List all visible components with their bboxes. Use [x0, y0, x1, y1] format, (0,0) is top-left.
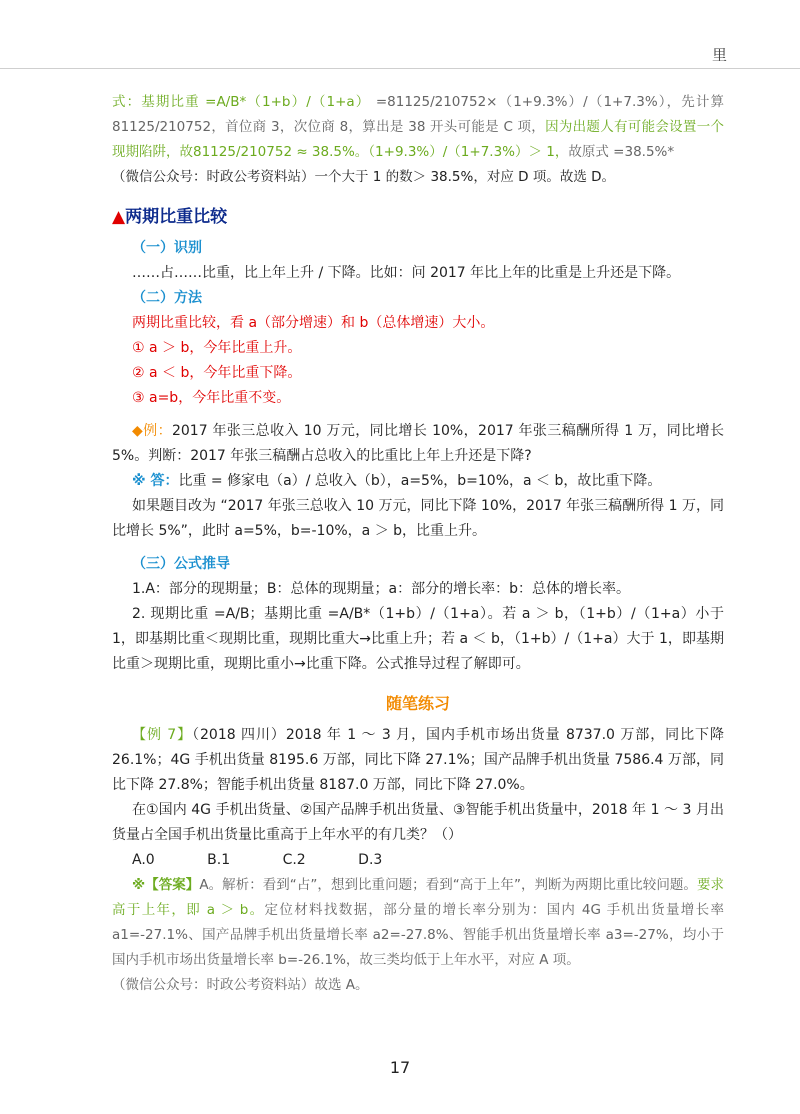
- page-header: [0, 0, 800, 69]
- subheading-formula: （三）公式推导: [132, 556, 230, 572]
- solution-result: 故原式 =38.5%*: [568, 144, 675, 160]
- method-line: ② a ＜ b，今年比重下降。: [132, 365, 302, 381]
- solution-trap-note: 因为出题人有可能会设置一个现期陷阱，故: [112, 119, 725, 160]
- formula-definitions: 1.A：部分的现期量；B：总体的现期量；a：部分的增长率：b：总体的增长率。: [132, 581, 631, 597]
- answer-label: ※ 答：: [132, 473, 179, 489]
- modified-example: 如果题目改为 “2017 年张三总收入 10 万元，同比下降 10%，2017 年张三稿酬所得 1 万，同比增长 5%”，此时 a=5%，b=-10%，a ＞ b，比重上升。: [112, 498, 724, 539]
- example-label: ◆例：: [132, 423, 172, 439]
- practice-answer-detail: 定位材料找数据，部分量的增长率分别为：国内 4G 手机出货量增长率 a1=-27.1%、国产品牌手机出货量增长率 a2=-27.8%、智能手机出货量增长率 a3=-27%，均小于国内手机市场出货量增长率 b=-26.1%，故三类均低于上年水平，对应 A 项。: [112, 902, 724, 968]
- practice-example-text: （2018 四川）2018 年 1 ～ 3 月，国内手机市场出货量 8737.0 万部，同比下降 26.1%；4G 手机出货量 8195.6 万部，同比下降 27.1%；国产品牌手机出货量 7586.4 万部，同比下降 27.8%；智能手机出货量 8187.0 万部，同比下降 27.0%。: [112, 727, 724, 793]
- solution-calc: =81125/210752×（1+9.3%）/（1+7.3%），先计算81125/210752，首位商 3，次位商 8，算出是 38 开头可能是 C 项，: [112, 94, 724, 135]
- option-c: C.2: [282, 852, 306, 868]
- practice-title: 随笔练习: [385, 694, 450, 713]
- option-d: D.3: [358, 852, 383, 868]
- practice-example: [112, 723, 724, 798]
- solution-formula: 式：基期比重 =A/B*（1+b）/（1+a）: [112, 94, 371, 110]
- method-line: ① a ＞ b，今年比重上升。: [132, 340, 302, 356]
- solution-approx: 81125/210752 ≈ 38.5%。（1+9.3%）/（1+7.3%）＞ 1，: [193, 144, 569, 160]
- section-title: [112, 204, 724, 230]
- header-mark: 里: [712, 46, 728, 64]
- method-line: 两期比重比较，看 a（部分增速）和 b（总体增速）大小。: [132, 315, 495, 331]
- answer-text: 比重 = 修家电（a）/ 总收入（b），a=5%，b=10%，a ＜ b，故比重下降。: [178, 473, 662, 489]
- practice-answer: [112, 873, 724, 973]
- practice-example-label: 【例 7】: [132, 727, 193, 743]
- answer-options: [132, 848, 724, 873]
- practice-answer-conclusion: （微信公众号：时政公考资料站）故选 A。: [112, 977, 369, 993]
- practice-answer-label: ※【答案】: [132, 877, 200, 893]
- subheading-identify: （一）识别: [132, 240, 202, 256]
- previous-solution-paragraph: [112, 90, 724, 165]
- previous-solution-conclusion: （微信公众号：时政公考资料站）一个大于 1 的数＞ 38.5%，对应 D 项。故选 D。: [112, 169, 616, 185]
- example-text: 2017 年张三总收入 10 万元，同比增长 10%，2017 年张三稿酬所得 1 万，同比增长 5%。判断：2017 年张三稿酬占总收入的比重比上年上升还是下降?: [112, 423, 724, 464]
- identify-text: ……占……比重，比上年上升 / 下降。比如：问 2017 年比上年的比重是上升还是下降。: [132, 265, 681, 281]
- method-line: ③ a=b，今年比重不变。: [132, 390, 291, 406]
- practice-answer-highlight: 要求高于上年，即 a ＞ b。: [112, 877, 725, 918]
- page-number: 17: [389, 1058, 411, 1077]
- subheading-method: （二）方法: [132, 290, 202, 306]
- formula-derivation: 2. 现期比重 =A/B；基期比重 =A/B*（1+b）/（1+a）。若 a ＞ b，（1+b）/（1+a）小于 1，即基期比重＜现期比重，现期比重大→比重上升；若 a ＜ b，（1+b）/（1+a）大于 1，即基期比重＞现期比重，现期比重小→比重下降。公式推导过程了解即可。: [112, 606, 724, 672]
- answer-paragraph: [112, 469, 724, 494]
- option-a: A.0: [132, 852, 155, 868]
- triangle-icon: ▲: [112, 207, 126, 227]
- practice-answer-intro: A。解析：看到“占”，想到比重问题；看到“高于上年”，判断为两期比重比较问题。: [199, 877, 697, 893]
- page-content: [112, 90, 724, 998]
- section-title-text: 两期比重比较: [125, 207, 228, 227]
- option-b: B.1: [207, 852, 231, 868]
- example-paragraph: [112, 419, 724, 469]
- practice-question: 在①国内 4G 手机出货量、②国产品牌手机出货量、③智能手机出货量中，2018 年 1 ～ 3 月出货量占全国手机出货量比重高于上年水平的有几类？（）: [112, 802, 724, 843]
